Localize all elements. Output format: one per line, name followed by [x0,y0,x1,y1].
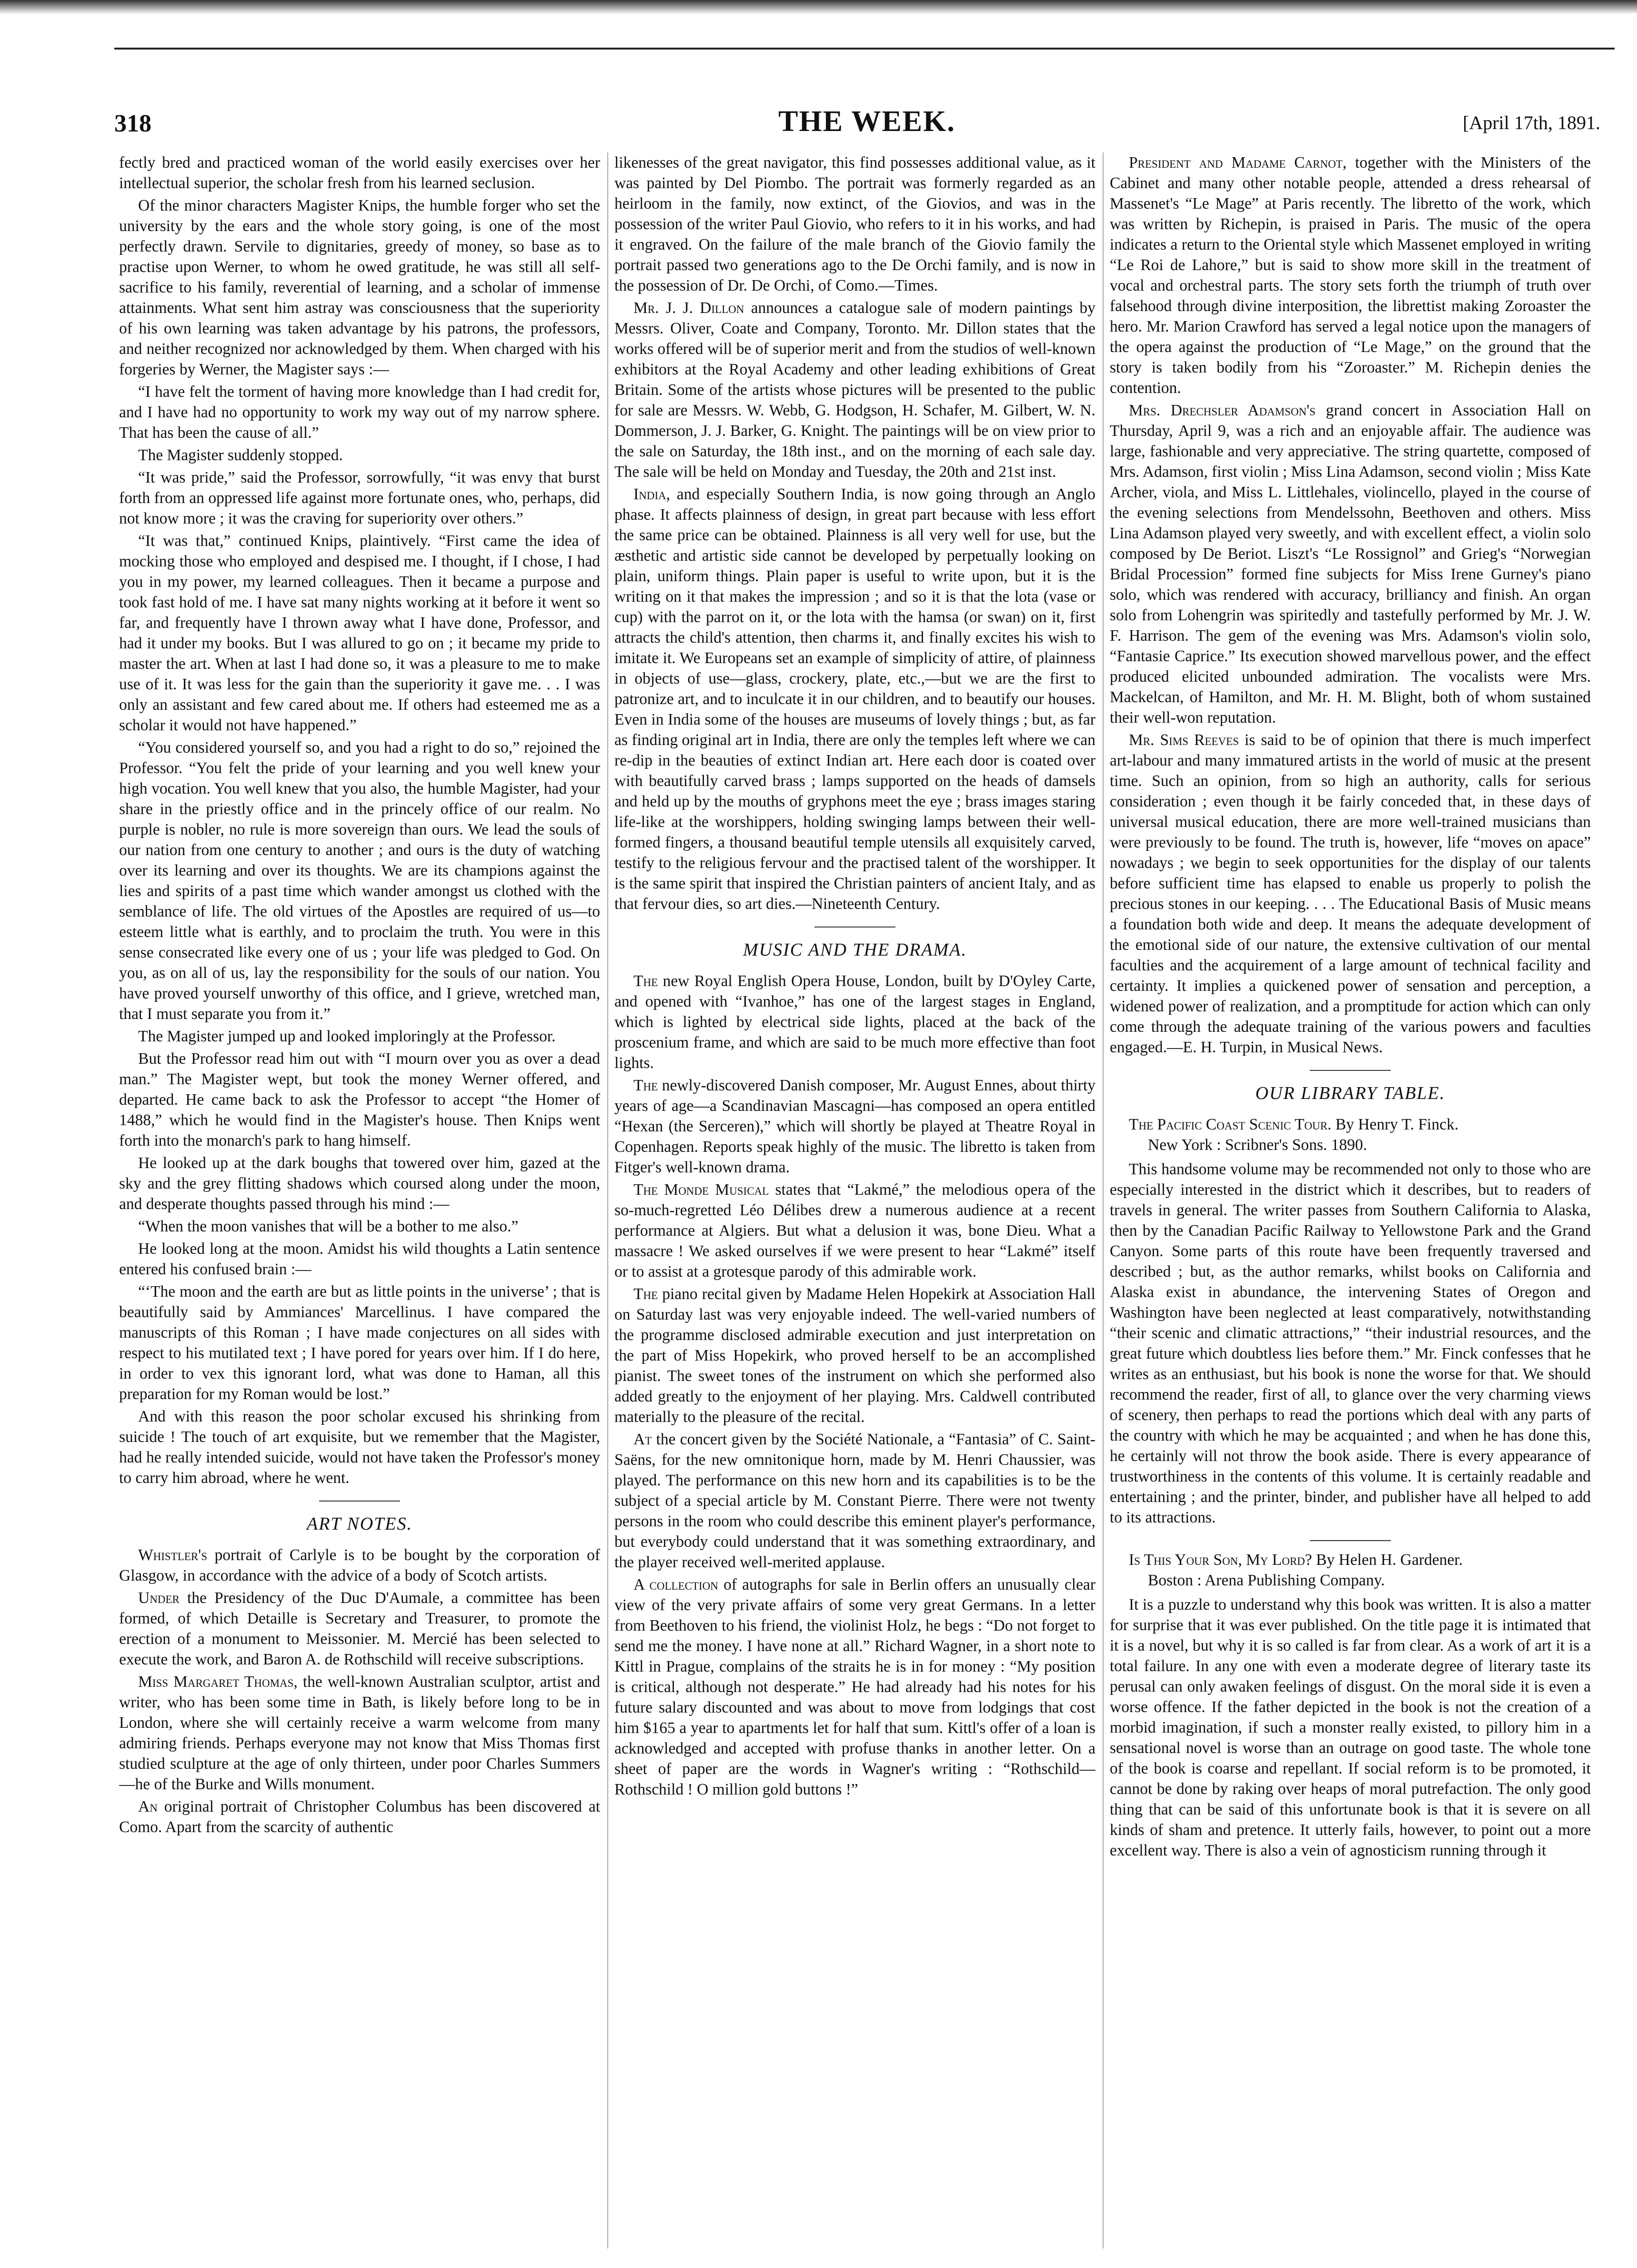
column-rule [1103,152,1104,2248]
paragraph-text: the concert given by the Société Nationale, a “Fantasia” of C. Saint-Saëns, for the new omnitonique horn, made by M. Henri Chaussier, was played. The performance on this new horn and its capabilities is to be the subject of a special article by M. Constant Pierre. There were not twenty persons in the room who could describe this eminent player's performance, but everybody could understand that it was something extraordinary, and the player received well-merited applause. [614,1431,1095,1571]
book-imprint: Boston : Arena Publishing Company. [1148,1572,1385,1589]
paragraph: He looked up at the dark boughs that towered over him, gazed at the sky and the grey flitting shadows which coursed along under the moon, and desperate thoughts passed through his mind :— [119,1154,600,1213]
lead-in: The [633,1285,658,1303]
paragraph-text: piano recital given by Madame Helen Hopekirk at Association Hall on Saturday last was very enjoyable indeed. The well-varied numbers of the programme disclosed admirable execution and just interpretation on the part of Miss Hopekirk, who proved herself to be an accomplished pianist. The sweet tones of the instrument on which she performed also added greatly to the enjoyment of her playing. Mrs. Caldwell contributed materially to the pleasure of the recital. [614,1285,1095,1426]
paragraph-text: is said to be of opinion that there is much imperfect art-labour and many immatured artists in the world of music at the present time. Such an opinion, from so high an authority, calls for serious consideration ; even though it be fairly conceded that, in these days of universal musical education, there are more well-trained musicians than were previously to be found. The truth is, however, life “moves on apace” nowadays ; we begin to seek opportunities for the display of our talents before sufficient time has elapsed to enable us properly to polish the precious stones in our keeping. . . . The Educational Basis of Music means a foundation both wide and deep. It means the adequate development of the emotional side of our nature, the extensive cultivation of our mental faculties and the acquirement of a large amount of technical facility and certainty. It implies a quickened power of sensation and perception, a widened power of realization, and a promptitude for action which can only come through the adequate training of the various powers and faculties engaged.—E. H. Turpin, in Musical News. [1110,731,1591,1056]
lead-in: Miss Margaret Thomas, [138,1673,298,1691]
paragraph-text: of autographs for sale in Berlin offers an unusually clear view of the very private affairs of some very great Germans. In a letter from Beethoven to his friend, the violinist Holz, he begs : “Do not forget to send me the money. I have none at all.” Richard Wagner, in a short note to Kittl in Prague, complains of the straits he is in for money : “My position is critical, although not desperate.” He had already had his notes for his future salary discounted and was about to move from lodgings that cost him $165 a year to apartments let for half that sum. Kittl's offer of a loan is acknowledged and accepted with profuse thanks in another letter. On a sheet of paper are the words in Wagner's writing : “Rothschild—Rothschild ! O million gold buttons !” [614,1576,1095,1798]
paragraph-text: grand concert in Association Hall on Thursday, April 9, was a rich and an enjoyable affair. The audience was large, fashionable and very appreciative. The string quartette, composed of Mrs. Adamson, first violin ; Miss Lina Adamson, second violin ; Miss Kate Archer, viola, and Miss L. Littlehales, violincello, played in the course of the evening selections from Mendelssohn, Beethoven and others. Miss Lina Adamson played very sweetly, and with excellent effect, a violin solo composed by De Beriot. Liszt's “Le Rossignol” and Grieg's “Norwegian Bridal Procession” formed fine subjects for Miss Irene Gurney's piano solo, which was rendered with accuracy, brilliancy and finish. An organ solo from Lohengrin was spiritedly and tastefully performed by Mr. J. W. F. Harrison. The gem of the evening was Mrs. Adamson's violin solo, “Fantasie Caprice.” Its execution showed marvellous power, and the effect produced elicited unbounded admiration. The vocalists were Mrs. Mackelcan, of Hamilton, and Mr. H. M. Blight, both of whom sustained their well-won reputation. [1110,402,1591,726]
lead-in: Mr. J. J. Dillon [633,299,744,317]
paragraph: He looked long at the moon. Amidst his wild thoughts a Latin sentence entered his confused brain :— [119,1240,600,1278]
running-header [114,100,1619,143]
paragraph [614,1429,1095,1572]
lead-in: Mrs. Drechsler Adamson's [1129,402,1316,419]
scan-edge [0,0,1637,14]
paragraph: “It was pride,” said the Professor, sorrowfully, “it was envy that burst forth from an oppressed life against more fortunate ones, who, perhaps, did not know more ; it was the craving for superiority over others.” [119,469,600,527]
paragraph [614,1075,1095,1178]
lead-in: Mr. Sims Reeves [1129,731,1239,749]
paragraph: fectly bred and practiced woman of the world easily exercises over her intellectual superior, the scholar fresh from his learned seclusion. [119,154,600,192]
lead-in: Under [138,1589,180,1607]
paragraph [614,1574,1095,1800]
publication-title: THE WEEK. [778,105,955,138]
paragraph: “You considered yourself so, and you had a right to do so,” rejoined the Professor. “You felt the pride of your learning and you well knew your high vocation. You well knew that you also, the humble Magister, had your share in the priestly office and in the princely office of our realm. No purple is nobler, no rule is more sovereign than ours. We lead the souls of our nation from one century to another ; and ours is the duty of watching over its learning and over its thoughts. We are its champions against the lies and spirits of a past time which wander amongst us clothed with the semblance of life. The old virtues of the Apostles are required of us—to esteem little what is earthly, and to proclaim the truth. You were in this sense consecrated like every one of us ; your life was pledged to God. On you, as on all of us, lay the responsibility for the souls of our nation. You have proved yourself unworthy of this office, and I grieve, wretched man, that I must separate you from it.” [119,739,600,1023]
book-imprint: New York : Scribner's Sons. 1890. [1148,1136,1367,1154]
paragraph: Of the minor characters Magister Knips, the humble forger who set the university by the ears and the whole story going, is one of the most perfectly drawn. Servile to dignitaries, greedy of money, so base as to practise upon Werner, to whom he owed gratitude, he was still all self-sacrifice to his family, reverential of learning, and a scholar of immense attainments. What sent him astray was consciousness that the superiority of his own learning was taken advantage by his patrons, the professors, and neither recognized nor acknowledged by them. When charged with his forgeries by Werner, the Magister says :— [119,197,600,378]
paragraph-text: newly-discovered Danish composer, Mr. August Ennes, about thirty years of age—a Scandinavian Mascagni—has composed an opera entitled “Hexan (the Serceren),” which will shortly be played at Theatre Royal in Copenhagen. Reports speak highly of the music. The libretto is taken from Fitger's well-known drama. [614,1077,1095,1176]
column-rule [607,152,608,2248]
book-title: The Pacific Coast Scenic Tour. [1129,1116,1332,1133]
lead-in: An [138,1798,158,1815]
section-heading-music: MUSIC AND THE DRAMA. [743,940,967,960]
paragraph-text: announces a catalogue sale of modern paintings by Messrs. Oliver, Coate and Company, Toronto. Mr. Dillon states that the works offered will be of superior merit and from the studios of well-known exhibitors at the Royal Academy and other leading exhibitions of Great Britain. Some of the artists whose pictures will be presented to the public for sale are Messrs. W. Webb, G. Hodgson, H. Schafer, M. Gilbert, W. N. Dommerson, J. J. Barker, G. Knight. The paintings will be on view prior to the sale on Saturday, the 18th inst., and on the morning of each sale day. The sale will be held on Monday and Tuesday, the 20th and 21st inst. [614,299,1095,481]
paragraph [1110,400,1591,728]
paragraph-text: the Presidency of the Duc D'Aumale, a committee has been formed, of which Detaille is Secretary and Treasurer, to promote the erection of a monument to Meissonier. M. Mercié has been selected to execute the work, and Baron A. de Rothschild will receive subscriptions. [119,1589,600,1668]
lead-in: The Monde Musical [633,1181,769,1199]
paragraph: But the Professor read him out with “I mourn over you as over a dead man.” The Magister wept, but took the money Werner offered, and departed. He came back to ask the Professor to accept “the Homer of 1488,” which he would find in the Magister's house. Then Knips went forth into the monarch's park to hang himself. [119,1050,600,1149]
paragraph-text: states that “Lakmé,” the melodious opera of the so-much-regretted Léo Délibes drew a numerous audience at a recent performance at Algiers. But what a delusion it was, bone Dieu. What a massacre ! We asked ourselves if we were present to hear “Lakmé” itself or to assist at a grotesque parody of this admirable work. [614,1181,1095,1280]
section-heading-art-notes: ART NOTES. [306,1514,412,1534]
paragraph: And with this reason the poor scholar excused his shrinking from suicide ! The touch of art exquisite, but we remember that the Magister, had he really intended suicide, would not have taken the Professor's money to carry him abroad, where he went. [119,1408,600,1487]
paragraph [614,1284,1095,1427]
book-author: By Helen H. Gardener. [1316,1551,1463,1569]
lead-in: A collection [633,1576,718,1593]
paragraph [1110,730,1591,1058]
issue-date: [April 17th, 1891. [1463,112,1600,133]
paragraph [614,1179,1095,1282]
paragraph: “I have felt the torment of having more knowledge than I had credit for, and I have had no opportunity to work my way out of my narrow sphere. That has been the cause of all.” [119,383,600,442]
column-3 [1110,152,1591,2248]
section-heading-library: OUR LIBRARY TABLE. [1255,1083,1446,1103]
lead-in: Whistler's [138,1546,207,1564]
paragraph [614,484,1095,914]
lead-in: The [633,1077,658,1094]
paragraph-text: and especially Southern India, is now going through an Anglo phase. It affects plainness of design, in great part because with less effort the same price can be obtained. Plainness is all very well for use, but the æsthetic and artistic side cannot be developed by perpetually looking on plain, uniform things. Plain paper is useful to write upon, but it is the writing on it that makes the impression ; and so it is that the lota (vase or cup) with the parrot on it, or the lota with the hamsa (or swan) on it, first attracts the child's attention, then charms it, and finally excites his wish to imitate it. We Europeans set an example of simplicity of attire, of plainness in objects of use—glass, crockery, plate, etc.,—but we are the first to patronize art, and to inculcate it in our children, and to beautify our houses. Even in India some of the houses are museums of lovely things ; but, as far as finding original art in India, there are only the temples left where we can re-dip in the beauties of extinct Indian art. Here each door is coated over with beautifully carved brass ; lamps supported on the heads of damsels and held up by the mouths of gryphons meet the eye ; brass images staring life-like at the worshippers, holding swinging lamps between their well-formed fingers, a thousand beautiful temple utensils all exquisitely carved, testify to the religious fervour and the practised talent of the worshipper. It is the same spirit that inspired the Christian painters of ancient Italy, and as that fervour dies, so art dies.—Nineteenth Century. [614,485,1095,913]
paragraph: likenesses of the great navigator, this find possesses additional value, as it was painted by Del Piombo. The portrait was formerly regarded as an heirloom in the family, now extinct, of the Giovios, and was in the possession of the writer Paul Giovio, who refers to it in his works, and had it engraved. On the failure of the male branch of the Giovio family the portrait passed two generations ago to the De Orchi family, and is now in the possession of Dr. De Orchi, of Como.—Times. [614,154,1095,294]
paragraph: It is a puzzle to understand why this book was written. It is also a matter for surprise that it was ever published. On the title page it is intimated that it is a novel, but why it is so called is far from clear. As a work of art it is a total failure. In any one with even a moderate degree of literary taste its perusal can only awaken feelings of disgust. On the moral side it is even a worse offence. If the father depicted in the book is not the creation of a morbid imagination, if such a monster really existed, to pillory him in a sensational novel is worse than an outrage on good taste. The whole tone of the book is coarse and repellant. If social reform is to be promoted, it cannot be done by raking over heaps of moral putrefaction. The only good thing that can be said of this unfortunate book is that it is severe on all kinds of sham and pretence. It utterly fails, however, to point out a more excellent way. There is also a vein of agnosticism running through it [1110,1596,1591,1859]
lead-in: President and Madame Carnot, [1129,154,1347,171]
lead-in: The [633,972,658,990]
lead-in: At [633,1431,652,1448]
book-citation [1110,1550,1591,1591]
book-title: Is This Your Son, My Lord? [1129,1551,1312,1569]
paragraph: “When the moon vanishes that will be a bother to me also.” [138,1218,519,1235]
paragraph-text: the well-known Australian sculptor, artist and writer, who has been some time in Bath, is likely before long to be in London, where she will certainly receive a warm welcome from many admiring friends. Perhaps everyone may not know that Miss Thomas first studied sculpture at the age of only thirteen, under poor Charles Summers—he of the Burke and Wills monument. [119,1673,600,1793]
paragraph [119,1588,600,1670]
paragraph-text: new Royal English Opera House, London, built by D'Oyley Carte, and opened with “Ivanhoe,” has one of the largest stages in England, which is lighted by electrical side lights, placed at the back of the proscenium frame, and which are said to be much more effective than foot lights. [614,972,1095,1072]
paragraph-text: together with the Ministers of the Cabinet and many other notable people, attended a dress rehearsal of Massenet's “Le Mage” at Paris recently. The libretto of the work, which was written by Richepin, is praised in Paris. The music of the opera indicates a return to the Oriental style which Massenet employed in writing “Le Roi de Lahore,” but is said to show more skill in the treatment of vocal and orchestral parts. The story sets forth the triumph of truth over falsehood through divine interposition, the librettist making Zoroaster the hero. Mr. Marion Crawford has served a legal notice upon the managers of the opera against the production of “Le Mage,” on the ground that the story is taken bodily from his “Zoroaster.” M. Richepin denies the contention. [1110,154,1591,397]
section-rule [1310,1070,1391,1071]
paragraph [614,298,1095,482]
paragraph: The Magister suddenly stopped. [138,446,343,464]
book-citation [1110,1114,1591,1155]
paragraph: This handsome volume may be recommended not only to those who are especially interested in the district which it describes, but to readers of travels in general. The writer passes from Southern California to Alaska, then by the Canadian Pacific Railway to Yellowstone Park and the Grand Canyon. Some parts of this route have been frequently traversed and described ; but, as the author remarks, whilst books on California and Alaska exist in abundance, the intervening States of Oregon and Washington have been neglected at least comparatively, notwithstanding “their scenic and climatic attractions,” “their industrial resources, and the great future which doubtless lies before them.” Mr. Finck confesses that he writes as an enthusiast, but his book is none the worse for that. We should recommend the reader, first of all, to glance over the very charming views of scenery, then perhaps to read the portions which deal with any parts of the country with which he may be acquainted ; and when he has done this, he certainly will not throw the book aside. There is every appearance of trustworthiness in the contents of this volume. It is certainly readable and entertaining ; and the printer, binder, and publisher have all helped to add to its attractions. [1110,1160,1591,1526]
paragraph [119,1796,600,1837]
column-1 [119,152,600,2248]
paragraph [614,971,1095,1073]
paragraph-text: portrait of Carlyle is to be bought by the corporation of Glasgow, in accordance with the advice of a body of Scotch artists. [119,1546,600,1584]
section-rule [1310,1540,1391,1541]
book-author: By Henry T. Finck. [1335,1116,1459,1133]
paragraph [1110,152,1591,398]
section-rule [319,1501,400,1502]
page-number: 318 [114,110,151,137]
paragraph: “‘The moon and the earth are but as little points in the universe’ ; that is beautifully said by Ammiances' Marcellinus. I have compared the manuscripts of this Roman ; I have made conjectures on all sides with respect to his mutilated text ; I have pored for years over him. If I do here, in order to vex this ignorant lord, what was done to Haman, all this preparation for my Roman would be lost.” [119,1283,600,1403]
paragraph: The Magister jumped up and looked imploringly at the Professor. [138,1028,556,1045]
column-2 [614,152,1095,2248]
lead-in: India, [633,485,671,503]
paragraph [119,1672,600,1794]
paragraph: “It was that,” continued Knips, plaintively. “First came the idea of mocking those who employed and despised me. I thought, if I chose, I had you in my power, my learned colleagues. Then it became a purpose and took fast hold of me. I have sat many nights working at it before it went so far, and frequently have I thrown away what I have done, Professor, and had it under my books. But I was allured to go on ; it became my pride to master the art. When at last I had done so, it was a pleasure to me to make use of it. It was less for the gain than the superiority it gave me. . . I was only an assistant and few cared about me. If others had esteemed me as a scholar it would not have happened.” [119,532,600,734]
top-rule [114,48,1615,50]
paragraph-text: original portrait of Christopher Columbus has been discovered at Como. Apart from the scarcity of authentic [119,1798,600,1836]
paragraph [119,1545,600,1586]
